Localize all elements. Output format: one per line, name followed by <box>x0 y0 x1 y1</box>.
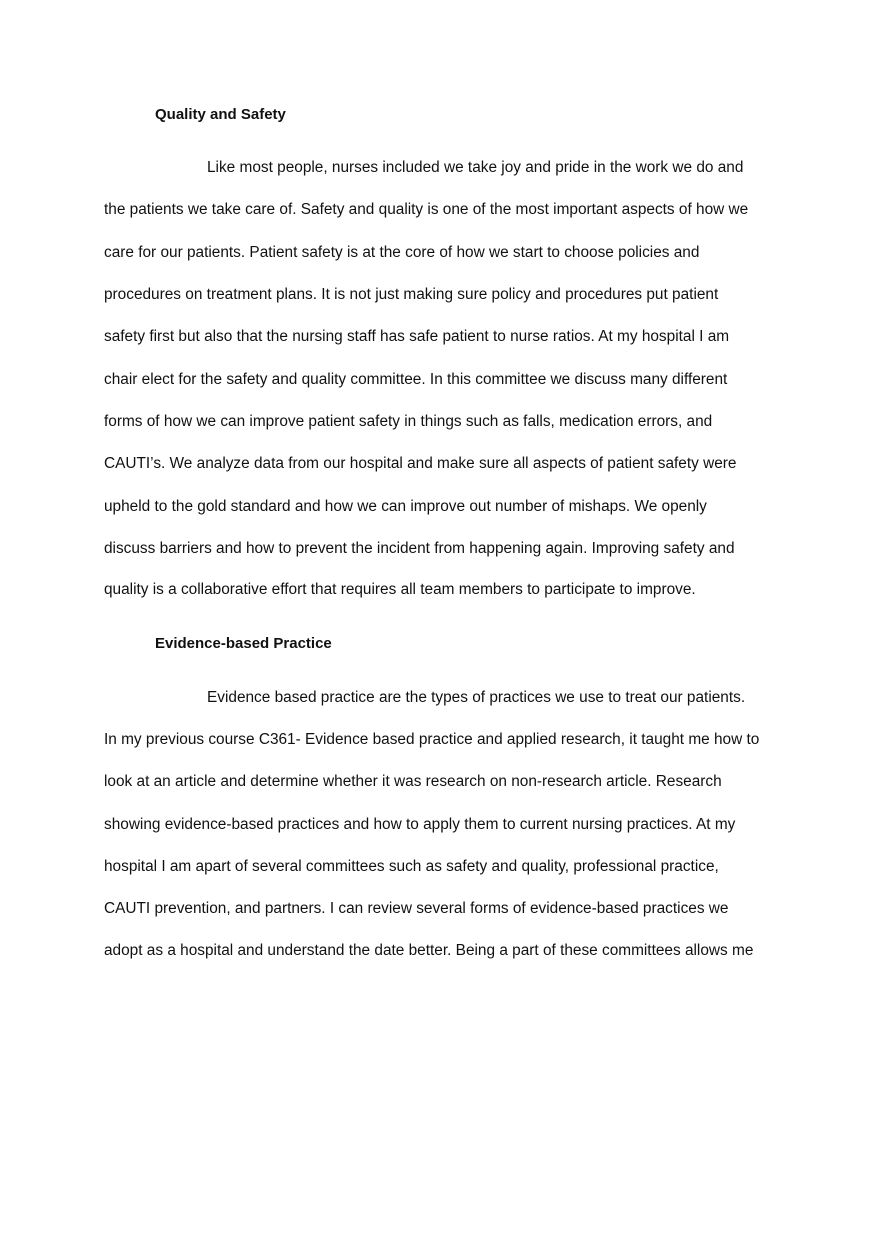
paragraph-line: In my previous course C361- Evidence based practice and applied research, it taught me how to <box>104 731 760 748</box>
paragraph-line: quality is a collaborative effort that requires all team members to participate to improve. <box>104 581 696 598</box>
section-heading-quality-safety: Quality and Safety <box>155 106 286 123</box>
paragraph-line: chair elect for the safety and quality committee. In this committee we discuss many different <box>104 371 728 388</box>
paragraph-line: forms of how we can improve patient safety in things such as falls, medication errors, and <box>104 413 713 430</box>
paragraph-line: hospital I am apart of several committees such as safety and quality, professional practice, <box>104 858 719 875</box>
paragraph-line: CAUTI prevention, and partners. I can review several forms of evidence-based practices we <box>104 900 729 917</box>
paragraph-line: discuss barriers and how to prevent the incident from happening again. Improving safety and <box>104 540 735 557</box>
paragraph-line: care for our patients. Patient safety is at the core of how we start to choose policies and <box>104 244 700 261</box>
paragraph-line: safety first but also that the nursing staff has safe patient to nurse ratios. At my hospital I am <box>104 328 730 345</box>
paragraph-line: Evidence based practice are the types of practices we use to treat our patients. <box>207 689 746 706</box>
paragraph-line: CAUTI’s. We analyze data from our hospital and make sure all aspects of patient safety were <box>104 455 737 472</box>
paragraph-line: look at an article and determine whether it was research on non-research article. Research <box>104 773 722 790</box>
paragraph-line: showing evidence-based practices and how to apply them to current nursing practices. At my <box>104 816 736 833</box>
paragraph-line: upheld to the gold standard and how we can improve out number of mishaps. We openly <box>104 498 707 515</box>
paragraph-line: adopt as a hospital and understand the date better. Being a part of these committees allows me <box>104 942 754 959</box>
section-heading-evidence-based-practice: Evidence-based Practice <box>155 635 332 652</box>
paragraph-line: procedures on treatment plans. It is not just making sure policy and procedures put patient <box>104 286 719 303</box>
paragraph-line: the patients we take care of. Safety and quality is one of the most important aspects of how we <box>104 201 749 218</box>
paragraph-line: Like most people, nurses included we take joy and pride in the work we do and <box>207 159 744 176</box>
